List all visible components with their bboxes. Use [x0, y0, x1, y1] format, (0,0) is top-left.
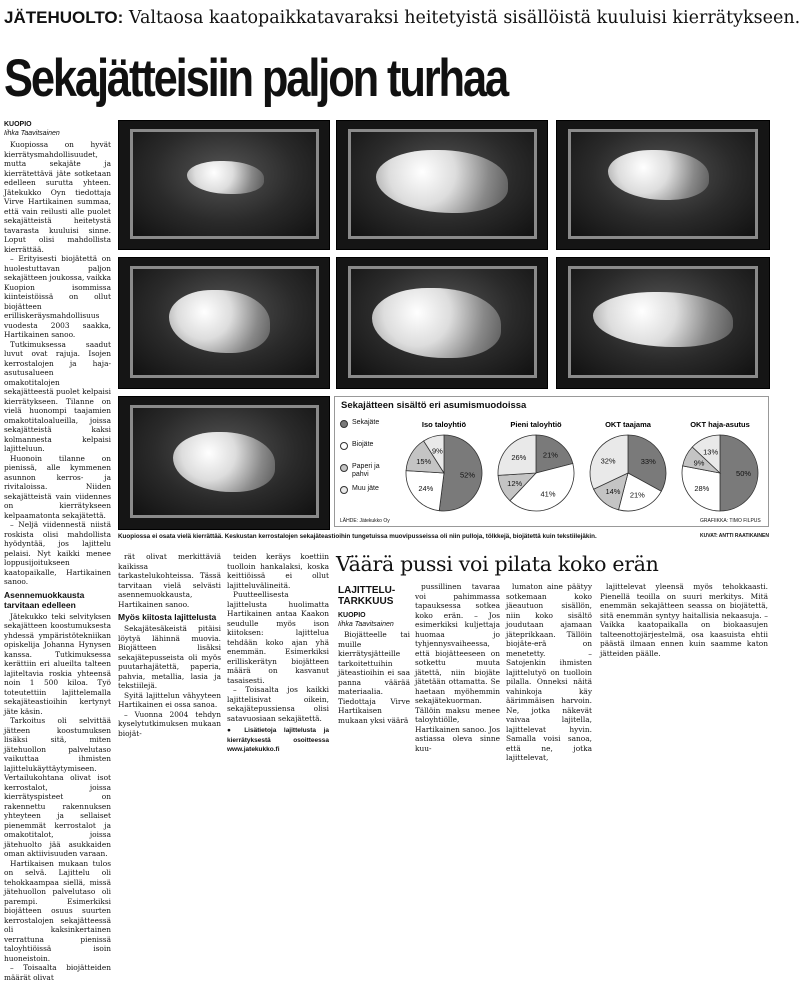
- article-column-2: [118, 552, 221, 738]
- article2-column-4: [600, 582, 768, 682]
- legend-item: [340, 441, 400, 463]
- paragraph: pussillinen tavaraa voi pahimmassa tapauksessa sotkea koko erän. – Jos esimerkiksi kuljettaja huomaa jo tyhjennysvaiheessa, että biojätteeseen on sotkettu muuta jätettä, niin biojäte jätetään ottamatta. Se haetaan myöhemmin sekajätekuorman. Tällöin maksu menee taloyhtiölle, Hartikainen sanoo. Jos astiassa oleva sinne kuu-: [415, 582, 500, 753]
- paragraph: Syitä lajittelun vähyyteen Hartikainen ei ossa sanoa.: [118, 690, 221, 709]
- photo-bin-3: [556, 120, 770, 250]
- legend-swatch: [340, 464, 348, 472]
- paragraph: Jätekukko teki selvityksen sekajätteen koostumuksesta yhdessä ympäristötekniikan opiskelija Johanna Hynysen kanssa. Tutkimuksessa kerättiin eri alueilta talteen lajiteltavia roskia yhteensä noin 1 500 kiloa. Työ toteutettiin lajittelemalla sekajäteastioihin kertynyt jäte käsin.: [4, 611, 111, 716]
- paragraph: – Vuonna 2004 tehdyn kyselytutkimuksen mukaan biojät-: [118, 709, 221, 738]
- paragraph: lumaton aine päätyy sotkemaan koko jäeautuon sisällön, niin koko sisältö joudutaan ajamaan jäteprikkaan. Tällöin biojäte-erä on menetetty. – Satojenkin ihmisten lajittelutyö on tuolloin pilalla. Onneksi näitä vahinkoja käy äärimmäisen harvoin. Ne, jotka näkevät vaivaa lajitella, lajittelevat hyvin. Samalla voisi sanoa, että ne, jotka lajittelevat,: [506, 582, 592, 762]
- article2-tag: LAJITTELU-TARKKUUS: [338, 585, 396, 607]
- caption-credit: KUVAT: ANTTI RAATIKAINEN: [700, 533, 769, 539]
- pie-data-label: 12%: [507, 479, 523, 489]
- article2-column-2: [415, 582, 500, 753]
- kicker: [4, 3, 800, 33]
- paragraph: – Toisaalta biojätteiden määrät olivat: [4, 963, 111, 982]
- paragraph: Biojätteelle tai muille kierrätysjätteille tarkoitettuihin jäteastioihin ei saa panna väärää materiaalia. Tiedottaja Virve Hartikaisen mukaan yksi väärä: [338, 630, 410, 725]
- paragraph: Kuopiossa on hyvät kierrätysmahdollisuudet, mutta sekajäte ja kierrätettävä jäte sotketaan edelleen surutta yhteen. Jätekukko Oyn tiedottaja Virve Hartikainen summaa, että vain reilusti alle puolet sekajätteistä heitetystä tavarasta kuuluisi sinne. Loput olisi mahdollista kierrättää.: [4, 140, 111, 254]
- pie-data-label: 28%: [694, 484, 710, 494]
- byline-place: KUOPIO: [4, 121, 32, 128]
- paragraph: Puutteellisesta lajittelusta huolimatta Hartikainen antaa Kaakon seudulle myös ison kiitoksen: lajittelua tehdään koko ajan yhä enemmän. Esimerkiksi erilliskerätyn biojätteen määrä on kasvanut tasaisesti.: [227, 590, 329, 685]
- paragraph: lajittelevat yleensä myös tehokkaasti. Pienellä teoilla on suuri merkitys. Mitä enemmän sekajätteen seassa on biojätettä, sitä enemmän syntyy haitallisia nekaasuja. – Vaikka kaatopaikalla on biokaasujen talteenottojärjestelmä, osa kaasuista ehtii päästä ilmaan ennen kuin saamme katon jätteiden päälle.: [600, 582, 768, 658]
- chart-panel: [334, 396, 769, 527]
- pie-data-label: 9%: [693, 458, 705, 468]
- byline-place: KUOPIO: [338, 612, 366, 619]
- pie-title: OKT haja-asutus: [690, 420, 750, 429]
- legend-label: Sekajäte: [352, 419, 380, 426]
- photo-caption: [118, 532, 769, 550]
- pie-data-label: 33%: [640, 457, 656, 467]
- photo-bin-6: [556, 257, 770, 389]
- legend-item: [340, 463, 400, 485]
- legend-item: [340, 419, 400, 441]
- paragraph: Tarkoitus oli selvittää jätteen koostumuksen lisäksi sitä, miten jätehuollon palvelutaso vaikuttaa ihmisten lajittelukäyttäytymiseen. Vertailukohtana olivat isot kerrostalot, joissa kierrätyspisteet on rakennettu rakennuksen yhteyteen ja sellaiset pienemmät kerrostalot ja omakotitalot, joissa jätehuolto jää asukkaiden oman aktiivisuuden varaan.: [4, 716, 111, 858]
- chart-title: Sekajätteen sisältö eri asumismuodoissa: [341, 400, 527, 411]
- paragraph: – Toisaalta jos kaikki lajittelisivat oikein, sekajätepussiensa olisi satavuosiaan sekajätettä.: [227, 685, 329, 723]
- paragraph: Hartikaisen mukaan tulos on selvä. Lajittelu oli tehokkaampaa siellä, missä jätehuollon palvelutaso oli parempi. Esimerkiksi biojätteen osuus suurten kerrostalojen sekajätteessä oli kaksinkertainen verrattuna pienissä taloyhtiöissä isoin huoneistoin.: [4, 858, 111, 963]
- chart-source: LÄHDE: Jätekukko Oy: [340, 518, 390, 524]
- article2-column-1: [338, 630, 410, 725]
- paragraph: Sekajätesäkeistä pitäisi löytyä lähinnä muovia. Biojätteen lisäksi sekajätepusseista oli myös puutarhajätettä, paperia, pahvia, metallia, lasia ja tekstiilejä.: [118, 624, 221, 690]
- pie-title: Iso taloyhtiö: [421, 420, 467, 429]
- article2-byline: [338, 611, 408, 629]
- pie-data-label: 41%: [540, 489, 556, 499]
- legend-label: Biojäte: [352, 441, 374, 448]
- paragraph: teiden keräys koettiin tuolloin hankalaksi, koska keittiöissä ei ollut lajitteluvälineitä.: [227, 552, 329, 590]
- legend-swatch: [340, 420, 348, 428]
- pie-data-label: 14%: [605, 487, 621, 497]
- paragraph: rät olivat merkittäviä kaikissa tarkastelukohteissa. Tässä tarvitaan vielä selvästi asennemuokkausta, Hartikainen sanoo.: [118, 552, 221, 609]
- chart-credit: GRAFIIKKA: TIMO FILPUS: [700, 518, 761, 524]
- pie-data-label: 21%: [629, 490, 645, 500]
- paragraph: Huonoin tilanne on pienissä, alle kymmenen asunnon kerros- ja rivitaloissa. Niiden sekajätteistä vain viidennes on kierrätykseen kelpaamatonta sekajätettä.: [4, 453, 111, 520]
- byline-author: Iihka Taavitsainen: [4, 130, 60, 137]
- byline-author: Iihka Taavitsainen: [338, 621, 394, 628]
- web-note: ● Lisätietoja lajittelusta ja kierrätyksestä osoitteessa www.jatekukko.fi: [227, 727, 329, 753]
- pie-data-label: 26%: [511, 452, 527, 462]
- photo-bin-4: [118, 257, 330, 389]
- article-column-3: [227, 552, 329, 753]
- pie-data-label: 13%: [703, 447, 719, 457]
- photo-bin-5: [336, 257, 548, 389]
- section-label: JÄTEHUOLTO:: [4, 8, 124, 27]
- kicker-text: Valtaosa kaatopaikkatavaraksi heitetyistä sisällöistä kuuluisi kierrätykseen.: [128, 8, 800, 28]
- pie-data-label: 32%: [600, 456, 616, 466]
- pie-title: Pieni taloyhtiö: [510, 420, 562, 429]
- photo-bin-1: [118, 120, 330, 250]
- chart-legend: [340, 419, 400, 507]
- pie-data-label: 15%: [416, 457, 432, 467]
- paragraph: – Neljä viidennestä niistä roskista olisi mahdollista hyödyntää, jos lajittelu pelaisi. Nyt kaikki menee loppusijoitukseen kaatopaikalle, Hartikainen sanoo.: [4, 520, 111, 586]
- legend-swatch: [340, 442, 348, 450]
- legend-label: Muu jäte: [352, 485, 379, 492]
- pie-data-label: 52%: [460, 470, 476, 480]
- photo-bin-7: [118, 396, 330, 530]
- pie-data-label: 9%: [432, 446, 443, 456]
- byline: [4, 120, 112, 138]
- caption-text: Kuopiossa ei osata vielä kierrättää. Keskustan kerrostalojen sekajäteastioihin tungetuissa muovipusseissa oli niin pulloja, tölkkejä, biojätettä kuin tekstiilejäkin.: [118, 533, 597, 540]
- pie-data-label: 21%: [542, 450, 558, 460]
- pie-charts: [399, 411, 767, 519]
- photo-bin-2: [336, 120, 548, 250]
- legend-label: Paperi ja pahvi: [352, 463, 380, 478]
- headline: Sekajätteisiin paljon turhaa: [4, 49, 508, 108]
- legend-item: [340, 485, 400, 507]
- article2-column-3: [506, 582, 592, 762]
- subhead: Myös kiitosta lajittelusta: [118, 612, 217, 622]
- article2-headline: Väärä pussi voi pilata koko erän: [336, 552, 659, 576]
- paragraph: Tutkimuksessa saadut luvut ovat rajuja. Isojen kerrostalojen ja haja-asutusalueen omakotitalojen sekajätteestä puolet kelpaisi kierrätykseen. Tilanne on vielä huonompi taajamien omakotitaloalueilla, joissa sekajätteistä kaksi kolmannesta kelpaisi lajitteluun.: [4, 339, 111, 453]
- paragraph: – Erityisesti biojätettä on huolestuttavan paljon sekajätteen joukossa, vaikka Kuopion isommissa kiinteistöissä on ollut biojätteen erilliskeräysmahdollisuus vuodesta 2003 saakka, Hartikainen sanoo.: [4, 254, 111, 339]
- pie-title: OKT taajama: [605, 420, 651, 429]
- pie-data-label: 50%: [736, 469, 752, 478]
- article-column-1: [4, 140, 111, 982]
- subhead: Asennemuokkausta tarvitaan edelleen: [4, 589, 85, 610]
- pie-data-label: 24%: [418, 484, 434, 494]
- legend-swatch: [340, 486, 348, 494]
